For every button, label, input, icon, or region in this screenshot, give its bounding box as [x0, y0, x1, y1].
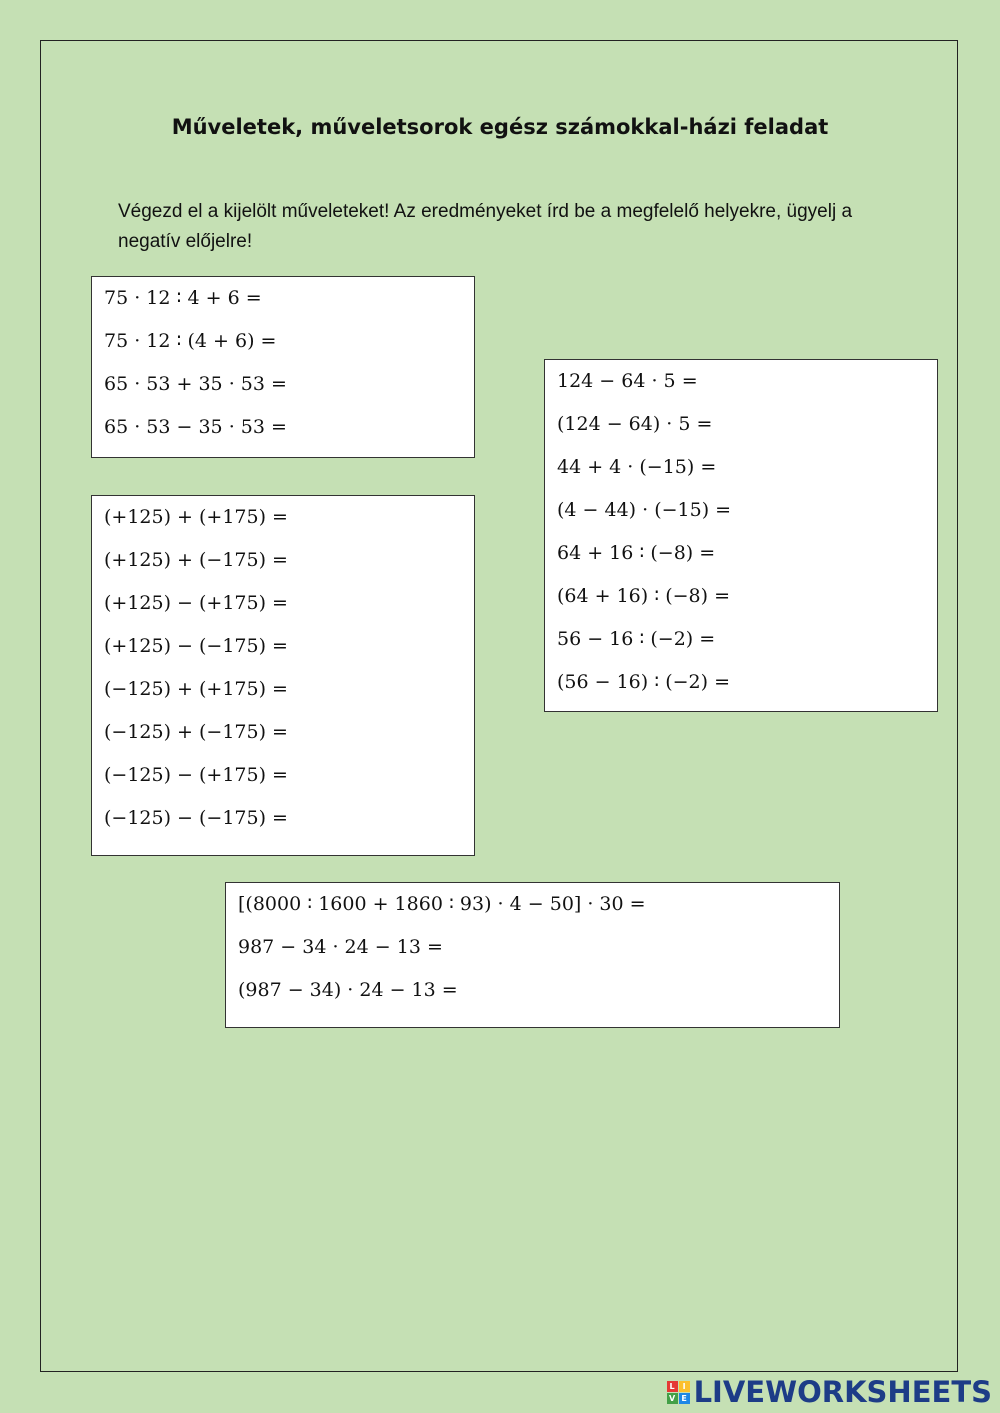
expression: 64 + 16 ∶ (−8) = [557, 542, 716, 564]
expression: (64 + 16) ∶ (−8) = [557, 585, 730, 607]
liveworksheets-logo-icon [667, 1381, 690, 1404]
logo-letter: V [667, 1393, 678, 1404]
expression: 75 · 12 ∶ (4 + 6) = [104, 330, 277, 352]
expression: (−125) + (−175) = [104, 721, 288, 743]
logo-text: LIVEWORKSHEETS [693, 1375, 992, 1409]
exercise-box-4 [225, 882, 840, 1028]
logo-letter: L [667, 1381, 678, 1392]
expression: [(8000 ∶ 1600 + 1860 ∶ 93) · 4 − 50] · 30 = [238, 893, 646, 915]
expression: 124 − 64 · 5 = [557, 370, 698, 392]
expression: (+125) − (+175) = [104, 592, 288, 614]
expression: 56 − 16 ∶ (−2) = [557, 628, 716, 650]
expression: (−125) − (+175) = [104, 764, 288, 786]
expression: (4 − 44) · (−15) = [557, 499, 732, 521]
expression: 44 + 4 · (−15) = [557, 456, 717, 478]
expression: (987 − 34) · 24 − 13 = [238, 979, 458, 1001]
logo-letter: E [679, 1393, 690, 1404]
liveworksheets-logo [667, 1375, 992, 1409]
expression: 987 − 34 · 24 − 13 = [238, 936, 443, 958]
expression: 75 · 12 ∶ 4 + 6 = [104, 287, 262, 309]
expression: 65 · 53 + 35 · 53 = [104, 373, 287, 395]
expression: (+125) + (+175) = [104, 506, 288, 528]
exercise-box-1 [91, 276, 475, 458]
expression: (−125) + (+175) = [104, 678, 288, 700]
instructions-text: Végezd el a kijelölt műveleteket! Az eredményeket írd be a megfelelő helyekre, ügyelj a negatív előjelre! [118, 201, 853, 252]
expression: (+125) + (−175) = [104, 549, 288, 571]
expression: (−125) − (−175) = [104, 807, 288, 829]
logo-letter: I [679, 1381, 690, 1392]
exercise-box-2 [91, 495, 475, 856]
expression: 65 · 53 − 35 · 53 = [104, 416, 287, 438]
expression: (56 − 16) ∶ (−2) = [557, 671, 730, 693]
expression: (+125) − (−175) = [104, 635, 288, 657]
expression: (124 − 64) · 5 = [557, 413, 713, 435]
exercise-box-3 [544, 359, 938, 712]
worksheet-title: Műveletek, műveletsorok egész számokkal-házi feladat [171, 115, 829, 139]
